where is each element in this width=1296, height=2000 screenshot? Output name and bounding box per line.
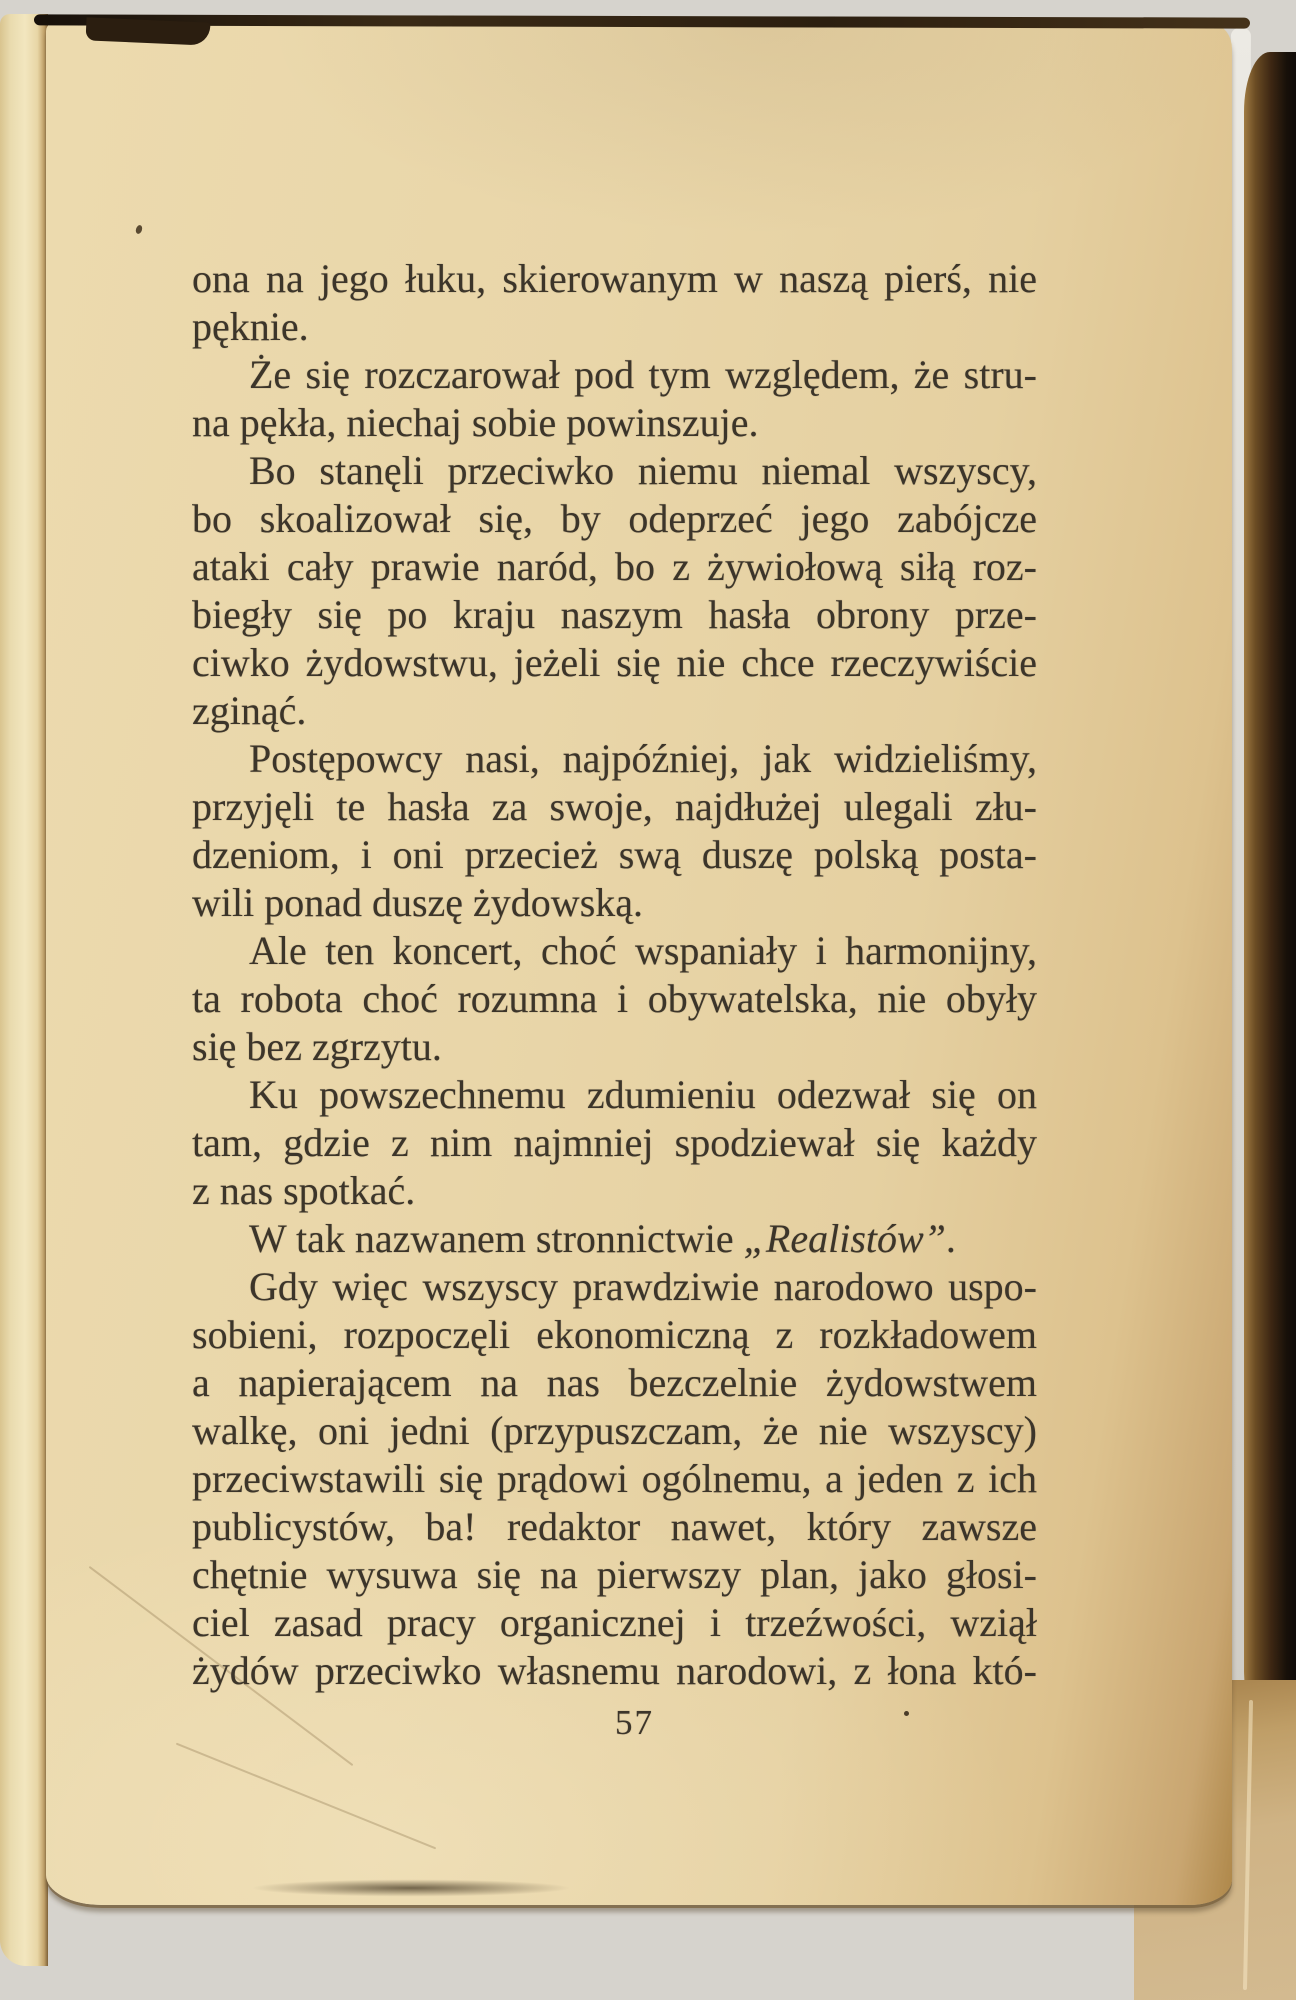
text-line: zginąć.: [192, 688, 307, 733]
text-line: ataki cały prawie naród, bo z żywiołową siłą roz-: [192, 544, 1037, 589]
text-line: ta robota choć rozumna i obywatelska, nie obyły: [192, 976, 1037, 1021]
text-line: W tak nazwanem stronnictwie „Realistów”.: [249, 1216, 956, 1261]
text-line: Bo stanęli przeciwko niemu niemal wszyscy,: [249, 448, 1037, 493]
text-line: Ale ten koncert, choć wspaniały i harmonijny,: [249, 928, 1037, 973]
text-line: Postępowcy nasi, najpóźniej, jak widzieliśmy,: [249, 736, 1037, 781]
text-line: na pękła, niechaj sobie powinszuje.: [192, 400, 759, 445]
book-page: [46, 25, 1232, 1905]
text-line: z nas spotkać.: [192, 1168, 416, 1213]
page-number: 57: [615, 1703, 654, 1742]
text-line: się bez zgrzytu.: [192, 1024, 442, 1069]
text-line: ciwko żydowstwu, jeżeli się nie chce rzeczywiście: [192, 640, 1037, 685]
text-line: Gdy więc wszyscy prawdziwie narodowo uspo-: [249, 1264, 1037, 1309]
page-bottom-tear: [246, 1879, 576, 1897]
text-line: bo skoalizował się, by odeprzeć jego zabójcze: [192, 496, 1037, 541]
text-line: tam, gdzie z nim najmniej spodziewał się każdy: [192, 1120, 1037, 1165]
text-line: walkę, oni jedni (przypuszczam, że nie wszyscy): [192, 1408, 1037, 1453]
text-line: pęknie.: [192, 304, 309, 349]
text-line: przyjęli te hasła za swoje, najdłużej ulegali złu-: [192, 784, 1037, 829]
text-line: ciel zasad pracy organicznej i trzeźwości, wziął: [192, 1600, 1037, 1645]
text-line: chętnie wysuwa się na pierwszy plan, jako głosi-: [192, 1552, 1037, 1597]
text-line: publicystów, ba! redaktor nawet, który zawsze: [192, 1504, 1037, 1549]
text-line: Że się rozczarował pod tym względem, że stru-: [249, 352, 1037, 397]
text-line: wili ponad duszę żydowską.: [192, 880, 644, 925]
paper-crease: [176, 1743, 436, 1850]
text-line: dzeniom, i oni przecież swą duszę polską posta-: [192, 832, 1037, 877]
left-page-edge: [0, 14, 48, 1966]
ink-speck: [135, 224, 143, 234]
text-line: biegły się po kraju naszym hasła obrony prze-: [192, 592, 1037, 637]
text-line: a napierającem na nas bezczelnie żydowstwem: [192, 1360, 1037, 1405]
text-line: przeciwstawili się prądowi ogólnemu, a jeden z ich: [192, 1456, 1037, 1501]
text-line: sobieni, rozpoczęli ekonomiczną z rozkładowem: [192, 1312, 1037, 1357]
text-line: żydów przeciwko własnemu narodowi, z łona któ-: [192, 1648, 1037, 1693]
page-fold-line: [1243, 1700, 1253, 1990]
text-line: Ku powszechnemu zdumieniu odezwał się on: [249, 1072, 1037, 1117]
book-cover-edge: [1244, 52, 1296, 1712]
text-line: ona na jego łuku, skierowanym w naszą pierś, nie: [192, 256, 1037, 301]
cover-corner: [1252, 0, 1296, 65]
text-block: [192, 255, 1037, 1695]
